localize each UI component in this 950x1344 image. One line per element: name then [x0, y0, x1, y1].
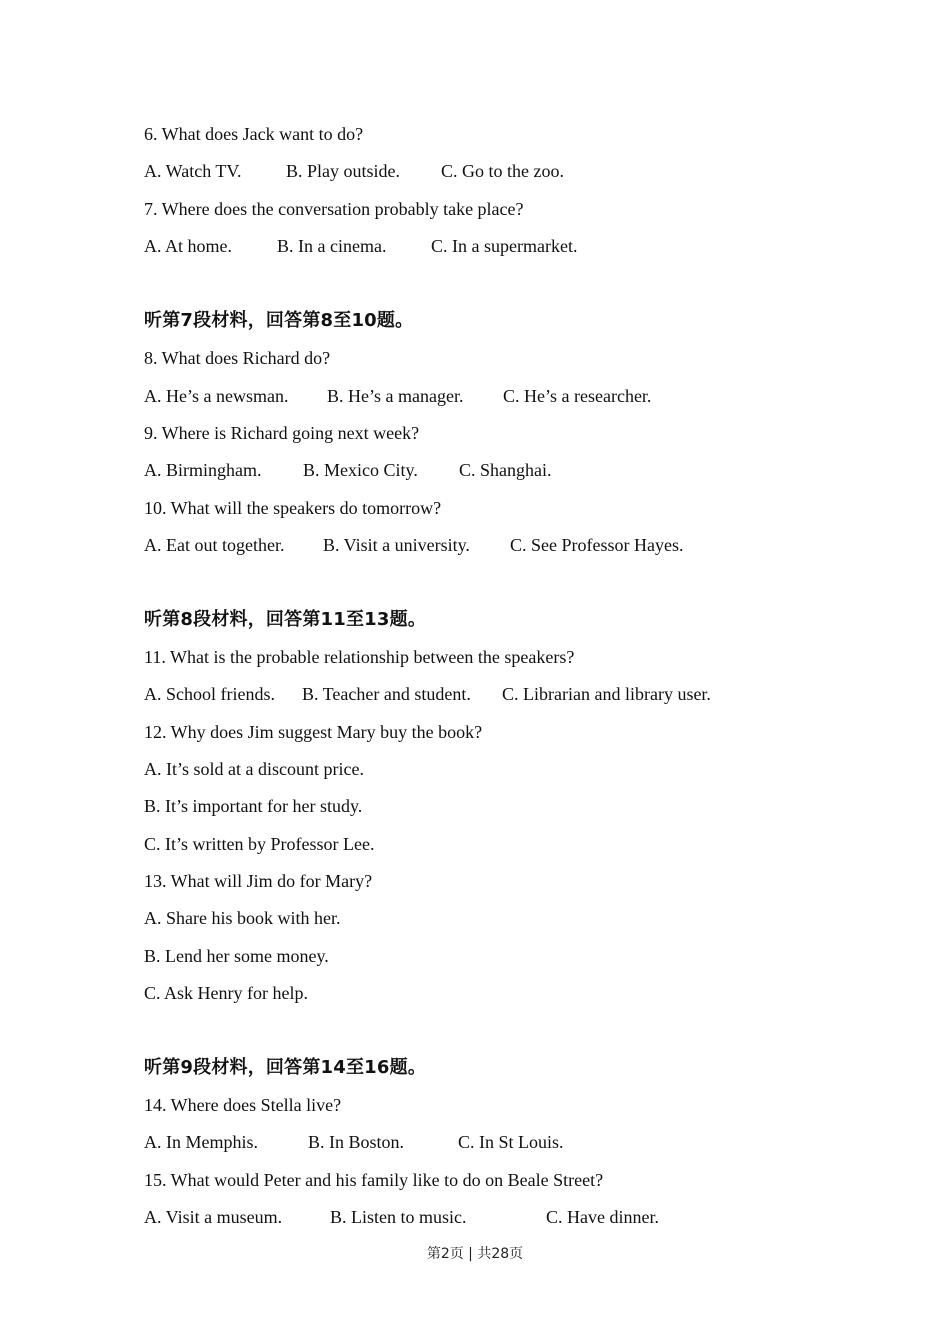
section-heading-8: 听第8段材料，回答第11至13题。 — [144, 609, 427, 630]
q15-option-a: A. Visit a museum. — [144, 1207, 283, 1227]
page-footer: 第2页 | 共28页 — [426, 1246, 524, 1262]
q10-option-c: C. See Professor Hayes. — [510, 535, 684, 555]
q6-option-b: B. Play outside. — [286, 161, 401, 181]
q6-option-c: C. Go to the zoo. — [441, 161, 564, 181]
q14-option-b: B. In Boston. — [308, 1132, 405, 1152]
question-10: 10. What will the speakers do tomorrow? — [144, 498, 442, 518]
q13-option-c: C. Ask Henry for help. — [144, 983, 308, 1003]
question-14: 14. Where does Stella live? — [144, 1095, 342, 1115]
q10-option-a: A. Eat out together. — [144, 535, 285, 555]
q7-option-b: B. In a cinema. — [277, 236, 387, 256]
q9-option-a: A. Birmingham. — [144, 460, 262, 480]
question-12: 12. Why does Jim suggest Mary buy the book? — [144, 722, 483, 742]
q12-option-a: A. It’s sold at a discount price. — [144, 759, 364, 779]
q14-option-c: C. In St Louis. — [458, 1132, 564, 1152]
question-8: 8. What does Richard do? — [144, 348, 331, 368]
q6-option-a: A. Watch TV. — [144, 161, 242, 181]
q8-option-a: A. He’s a newsman. — [144, 386, 289, 406]
q10-option-b: B. Visit a university. — [323, 535, 470, 555]
q8-option-c: C. He’s a researcher. — [503, 386, 652, 406]
question-13: 13. What will Jim do for Mary? — [144, 871, 373, 891]
q11-option-b: B. Teacher and student. — [302, 684, 471, 704]
q12-option-b: B. It’s important for her study. — [144, 796, 363, 816]
section-heading-9: 听第9段材料，回答第14至16题。 — [144, 1057, 427, 1078]
q13-option-b: B. Lend her some money. — [144, 946, 329, 966]
q7-option-a: A. At home. — [144, 236, 232, 256]
question-9: 9. Where is Richard going next week? — [144, 423, 420, 443]
q9-option-c: C. Shanghai. — [459, 460, 552, 480]
q11-option-a: A. School friends. — [144, 684, 275, 704]
q15-option-b: B. Listen to music. — [330, 1207, 467, 1227]
q13-option-a: A. Share his book with her. — [144, 908, 341, 928]
q12-option-c: C. It’s written by Professor Lee. — [144, 834, 375, 854]
question-7: 7. Where does the conversation probably take place? — [144, 199, 524, 219]
q11-option-c: C. Librarian and library user. — [502, 684, 711, 704]
section-heading-7: 听第7段材料，回答第8至10题。 — [144, 310, 414, 331]
q15-option-c: C. Have dinner. — [546, 1207, 659, 1227]
question-6: 6. What does Jack want to do? — [144, 124, 364, 144]
q8-option-b: B. He’s a manager. — [327, 386, 464, 406]
question-11: 11. What is the probable relationship between the speakers? — [144, 647, 575, 667]
q14-option-a: A. In Memphis. — [144, 1132, 258, 1152]
question-15: 15. What would Peter and his family like to do on Beale Street? — [144, 1170, 604, 1190]
q7-option-c: C. In a supermarket. — [431, 236, 578, 256]
q9-option-b: B. Mexico City. — [303, 460, 418, 480]
